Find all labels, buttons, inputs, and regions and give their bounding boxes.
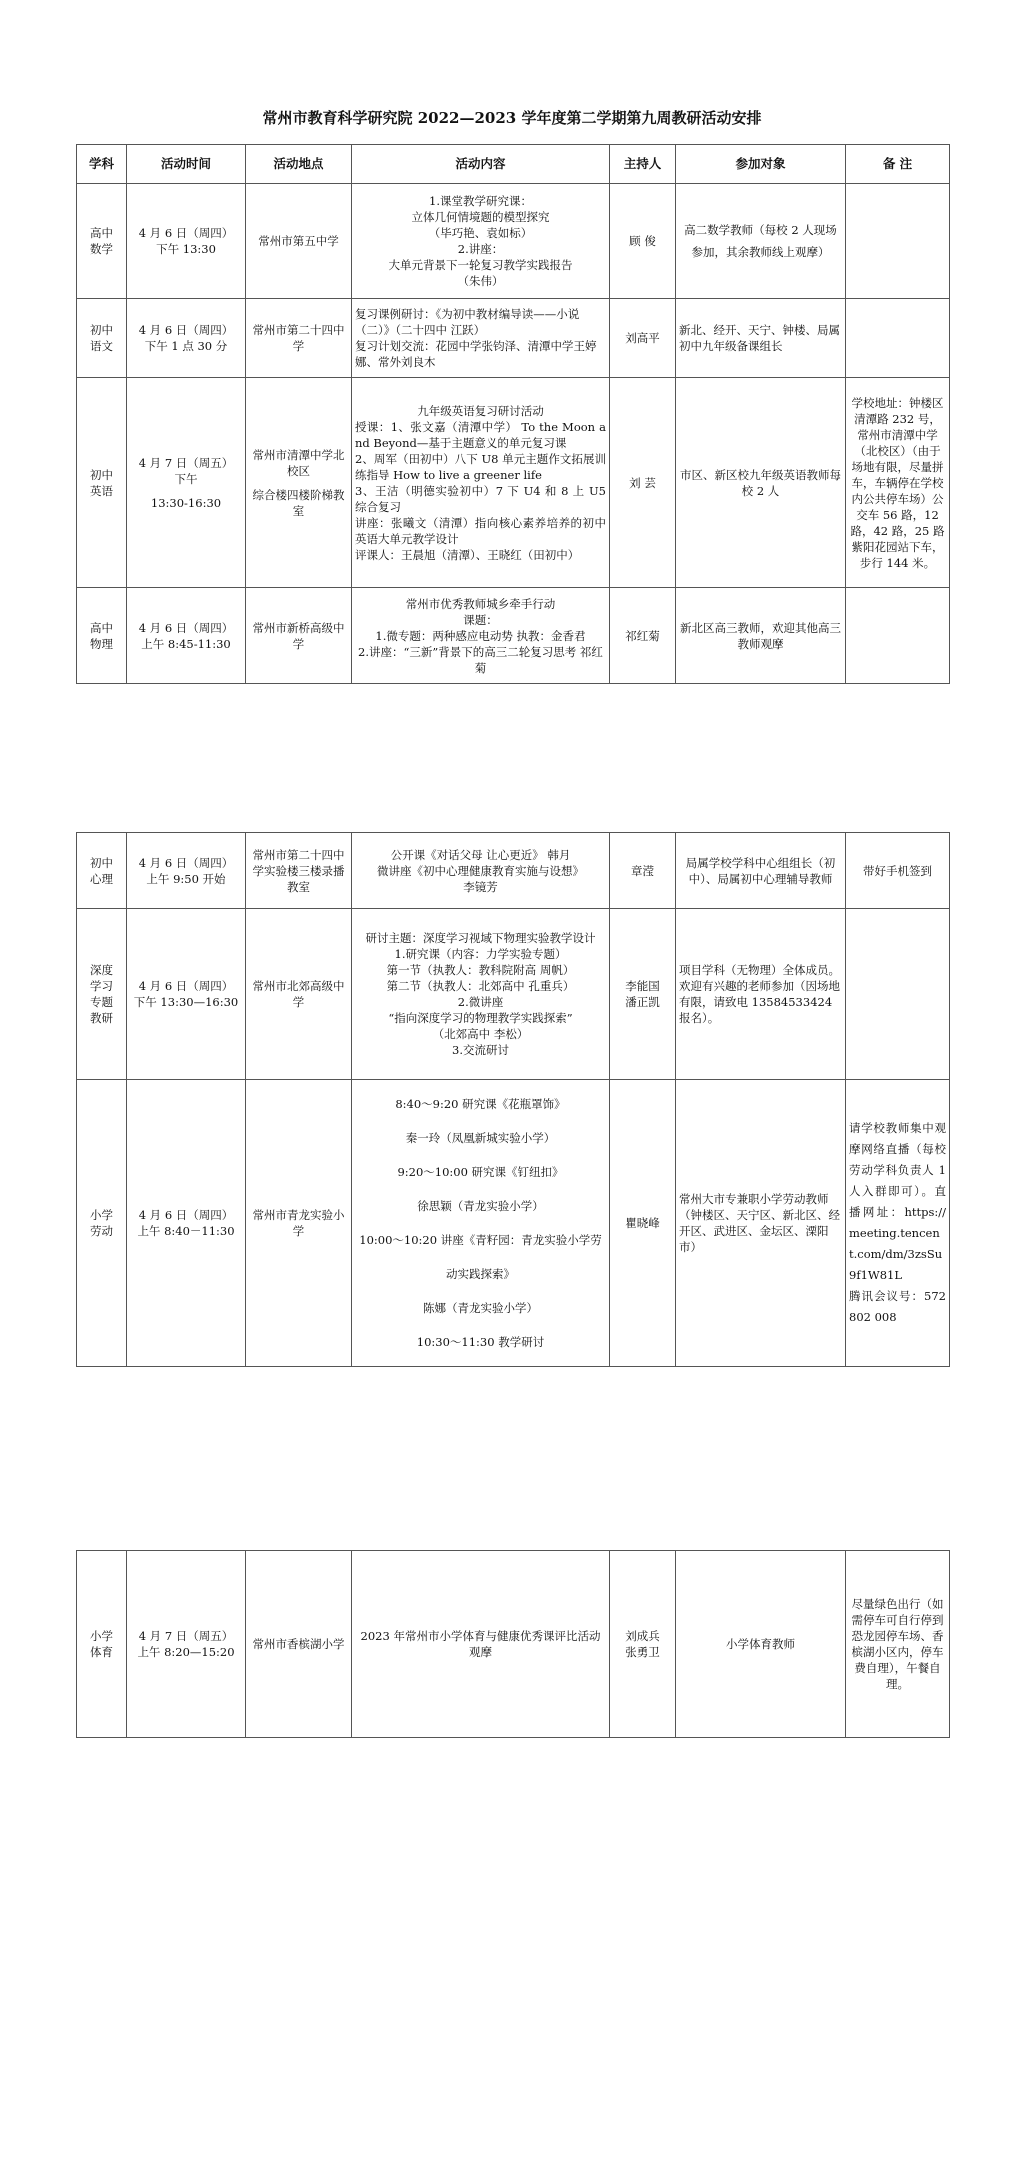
cell-content: 8:40～9:20 研究课《花瓶罩饰》 秦一玲（凤凰新城实验小学） 9:20～10:00 研究课《钉纽扣》 徐思颖（青龙实验小学） 10:00～10:20 讲座《青籽园：青龙实验小学劳动实践探索》 陈娜（青龙实验小学） 10:30～11:30 教学研讨 [352, 1080, 610, 1367]
table-row [77, 299, 950, 378]
cell-content: 研讨主题：深度学习视域下物理实验教学设计 1.研究课（内容：力学实验专题） 第一节（执教人：教科院附高 周帆） 第二节（执教人：北郊高中 孔重兵） 2.微讲座 “指向深度学习的物理教学实践探索” （北郊高中 李松） 3.交流研讨 [352, 909, 610, 1080]
schedule-table-2 [76, 832, 950, 1367]
cell-time: 4 月 6 日（周四） 上午 8:40－11:30 [127, 1080, 246, 1367]
cell-host: 顾 俊 [610, 184, 676, 299]
cell-location: 常州市第二十四中学实验楼三楼录播教室 [246, 833, 352, 909]
cell-audience: 局属学校学科中心组组长（初中）、局属初中心理辅导教师 [676, 833, 846, 909]
cell-audience: 常州大市专兼职小学劳动教师（钟楼区、天宁区、新北区、经开区、武进区、金坛区、溧阳市） [676, 1080, 846, 1367]
header-content: 活动内容 [352, 145, 610, 184]
header-remark: 备 注 [846, 145, 950, 184]
table-row [77, 1551, 950, 1738]
table-row [77, 909, 950, 1080]
header-audience: 参加对象 [676, 145, 846, 184]
cell-time: 4 月 6 日（周四） 上午 9:50 开始 [127, 833, 246, 909]
cell-location: 常州市香槟湖小学 [246, 1551, 352, 1738]
cell-subject: 高中 物理 [77, 588, 127, 684]
cell-remark: 尽量绿色出行（如需停车可自行停到恐龙园停车场、香槟湖小区内，停车费自理），午餐自理。 [846, 1551, 950, 1738]
cell-time: 4 月 7 日（周五） 上午 8:20—15:20 [127, 1551, 246, 1738]
cell-content: 九年级英语复习研讨活动 授课：1、张文嘉（清潭中学） To the Moon and Beyond—基于主题意义的单元复习课 2、周军（田初中）八下 U8 单元主题作文拓展训练指导 How to live a greener life 3、王洁（明德实验初中）7 下 U4 和 8 上 U5 综合复习 讲座：张曦文（清潭）指向核心素养培养的初中英语大单元教学设计 评课人：王晨旭（清潭）、王晓红（田初中） [352, 378, 610, 588]
cell-location: 常州市新桥高级中学 [246, 588, 352, 684]
cell-audience: 市区、新区校九年级英语教师每校 2 人 [676, 378, 846, 588]
page-title: 常州市教育科学研究院 2022—2023 学年度第二学期第九周教研活动安排 [262, 109, 762, 127]
cell-subject: 小学 劳动 [77, 1080, 127, 1367]
cell-host: 刘高平 [610, 299, 676, 378]
cell-subject: 深度 学习 专题 教研 [77, 909, 127, 1080]
cell-audience: 小学体育教师 [676, 1551, 846, 1738]
cell-remark [846, 588, 950, 684]
table-row [77, 833, 950, 909]
cell-content: 公开课《对话父母 让心更近》 韩月 微讲座《初中心理健康教育实施与设想》 李镜芳 [352, 833, 610, 909]
cell-host: 刘成兵 张勇卫 [610, 1551, 676, 1738]
cell-host: 章滢 [610, 833, 676, 909]
cell-remark [846, 909, 950, 1080]
cell-audience: 新北、经开、天宁、钟楼、局属初中九年级备课组长 [676, 299, 846, 378]
cell-host: 祁红菊 [610, 588, 676, 684]
cell-content: 2023 年常州市小学体育与健康优秀课评比活动观摩 [352, 1551, 610, 1738]
table-row [77, 1080, 950, 1367]
cell-content: 1.课堂教学研究课： 立体几何情境题的模型探究 （毕巧艳、袁如标） 2.讲座： 大单元背景下一轮复习教学实践报告 （朱伟） [352, 184, 610, 299]
cell-host: 刘 芸 [610, 378, 676, 588]
header-host: 主持人 [610, 145, 676, 184]
schedule-table-1 [76, 144, 950, 684]
cell-content: 复习课例研讨：《为初中教材编导读——小说（二）》（二十四中 江跃） 复习计划交流：花园中学张钧泽、清潭中学王婷娜、常外刘良木 [352, 299, 610, 378]
cell-location: 常州市第五中学 [246, 184, 352, 299]
cell-remark: 请学校教师集中观摩网络直播（每校劳动学科负责人 1 人入群即可）。直播网址：https://meeting.tencent.com/dm/3zsSu9f1W81L 腾讯会议号：572 802 008 [846, 1080, 950, 1367]
cell-subject: 初中 心理 [77, 833, 127, 909]
cell-audience: 项目学科（无物理）全体成员。欢迎有兴趣的老师参加（因场地有限，请致电 13584533424 报名）。 [676, 909, 846, 1080]
cell-subject: 小学 体育 [77, 1551, 127, 1738]
cell-subject: 高中 数学 [77, 184, 127, 299]
cell-time: 4 月 6 日（周四） 下午 1 点 30 分 [127, 299, 246, 378]
cell-time: 4 月 6 日（周四） 下午 13:30—16:30 [127, 909, 246, 1080]
header-time: 活动时间 [127, 145, 246, 184]
cell-time: 4 月 7 日（周五） 下午 13:30-16:30 [127, 378, 246, 588]
table-row [77, 378, 950, 588]
cell-time: 4 月 6 日（周四） 下午 13:30 [127, 184, 246, 299]
cell-host: 瞿晓峰 [610, 1080, 676, 1367]
cell-remark [846, 184, 950, 299]
cell-location: 常州市第二十四中学 [246, 299, 352, 378]
cell-content: 常州市优秀教师城乡牵手行动 课题： 1.微专题：两种感应电动势 执教：金香君 2.讲座：“三新”背景下的高三二轮复习思考 祁红菊 [352, 588, 610, 684]
table-row [77, 184, 950, 299]
cell-audience: 高二数学教师（每校 2 人现场参加，其余教师线上观摩） [676, 184, 846, 299]
schedule-table-3 [76, 1550, 950, 1738]
table-row [77, 588, 950, 684]
cell-location: 常州市青龙实验小学 [246, 1080, 352, 1367]
cell-remark: 带好手机签到 [846, 833, 950, 909]
cell-location: 常州市清潭中学北校区 综合楼四楼阶梯教室 [246, 378, 352, 588]
cell-remark: 学校地址：钟楼区清潭路 232 号，常州市清潭中学（北校区）（由于场地有限，尽量拼车，车辆停在学校内公共停车场）公交车 56 路，12 路，42 路，25 路紫阳花园站下车，步行 144 米。 [846, 378, 950, 588]
cell-remark [846, 299, 950, 378]
header-subject: 学科 [77, 145, 127, 184]
table-header-row [77, 145, 950, 184]
cell-host: 李能国 潘正凯 [610, 909, 676, 1080]
header-location: 活动地点 [246, 145, 352, 184]
cell-audience: 新北区高三教师，欢迎其他高三教师观摩 [676, 588, 846, 684]
cell-subject: 初中 英语 [77, 378, 127, 588]
cell-subject: 初中 语文 [77, 299, 127, 378]
cell-time: 4 月 6 日（周四） 上午 8:45-11:30 [127, 588, 246, 684]
cell-location: 常州市北郊高级中学 [246, 909, 352, 1080]
